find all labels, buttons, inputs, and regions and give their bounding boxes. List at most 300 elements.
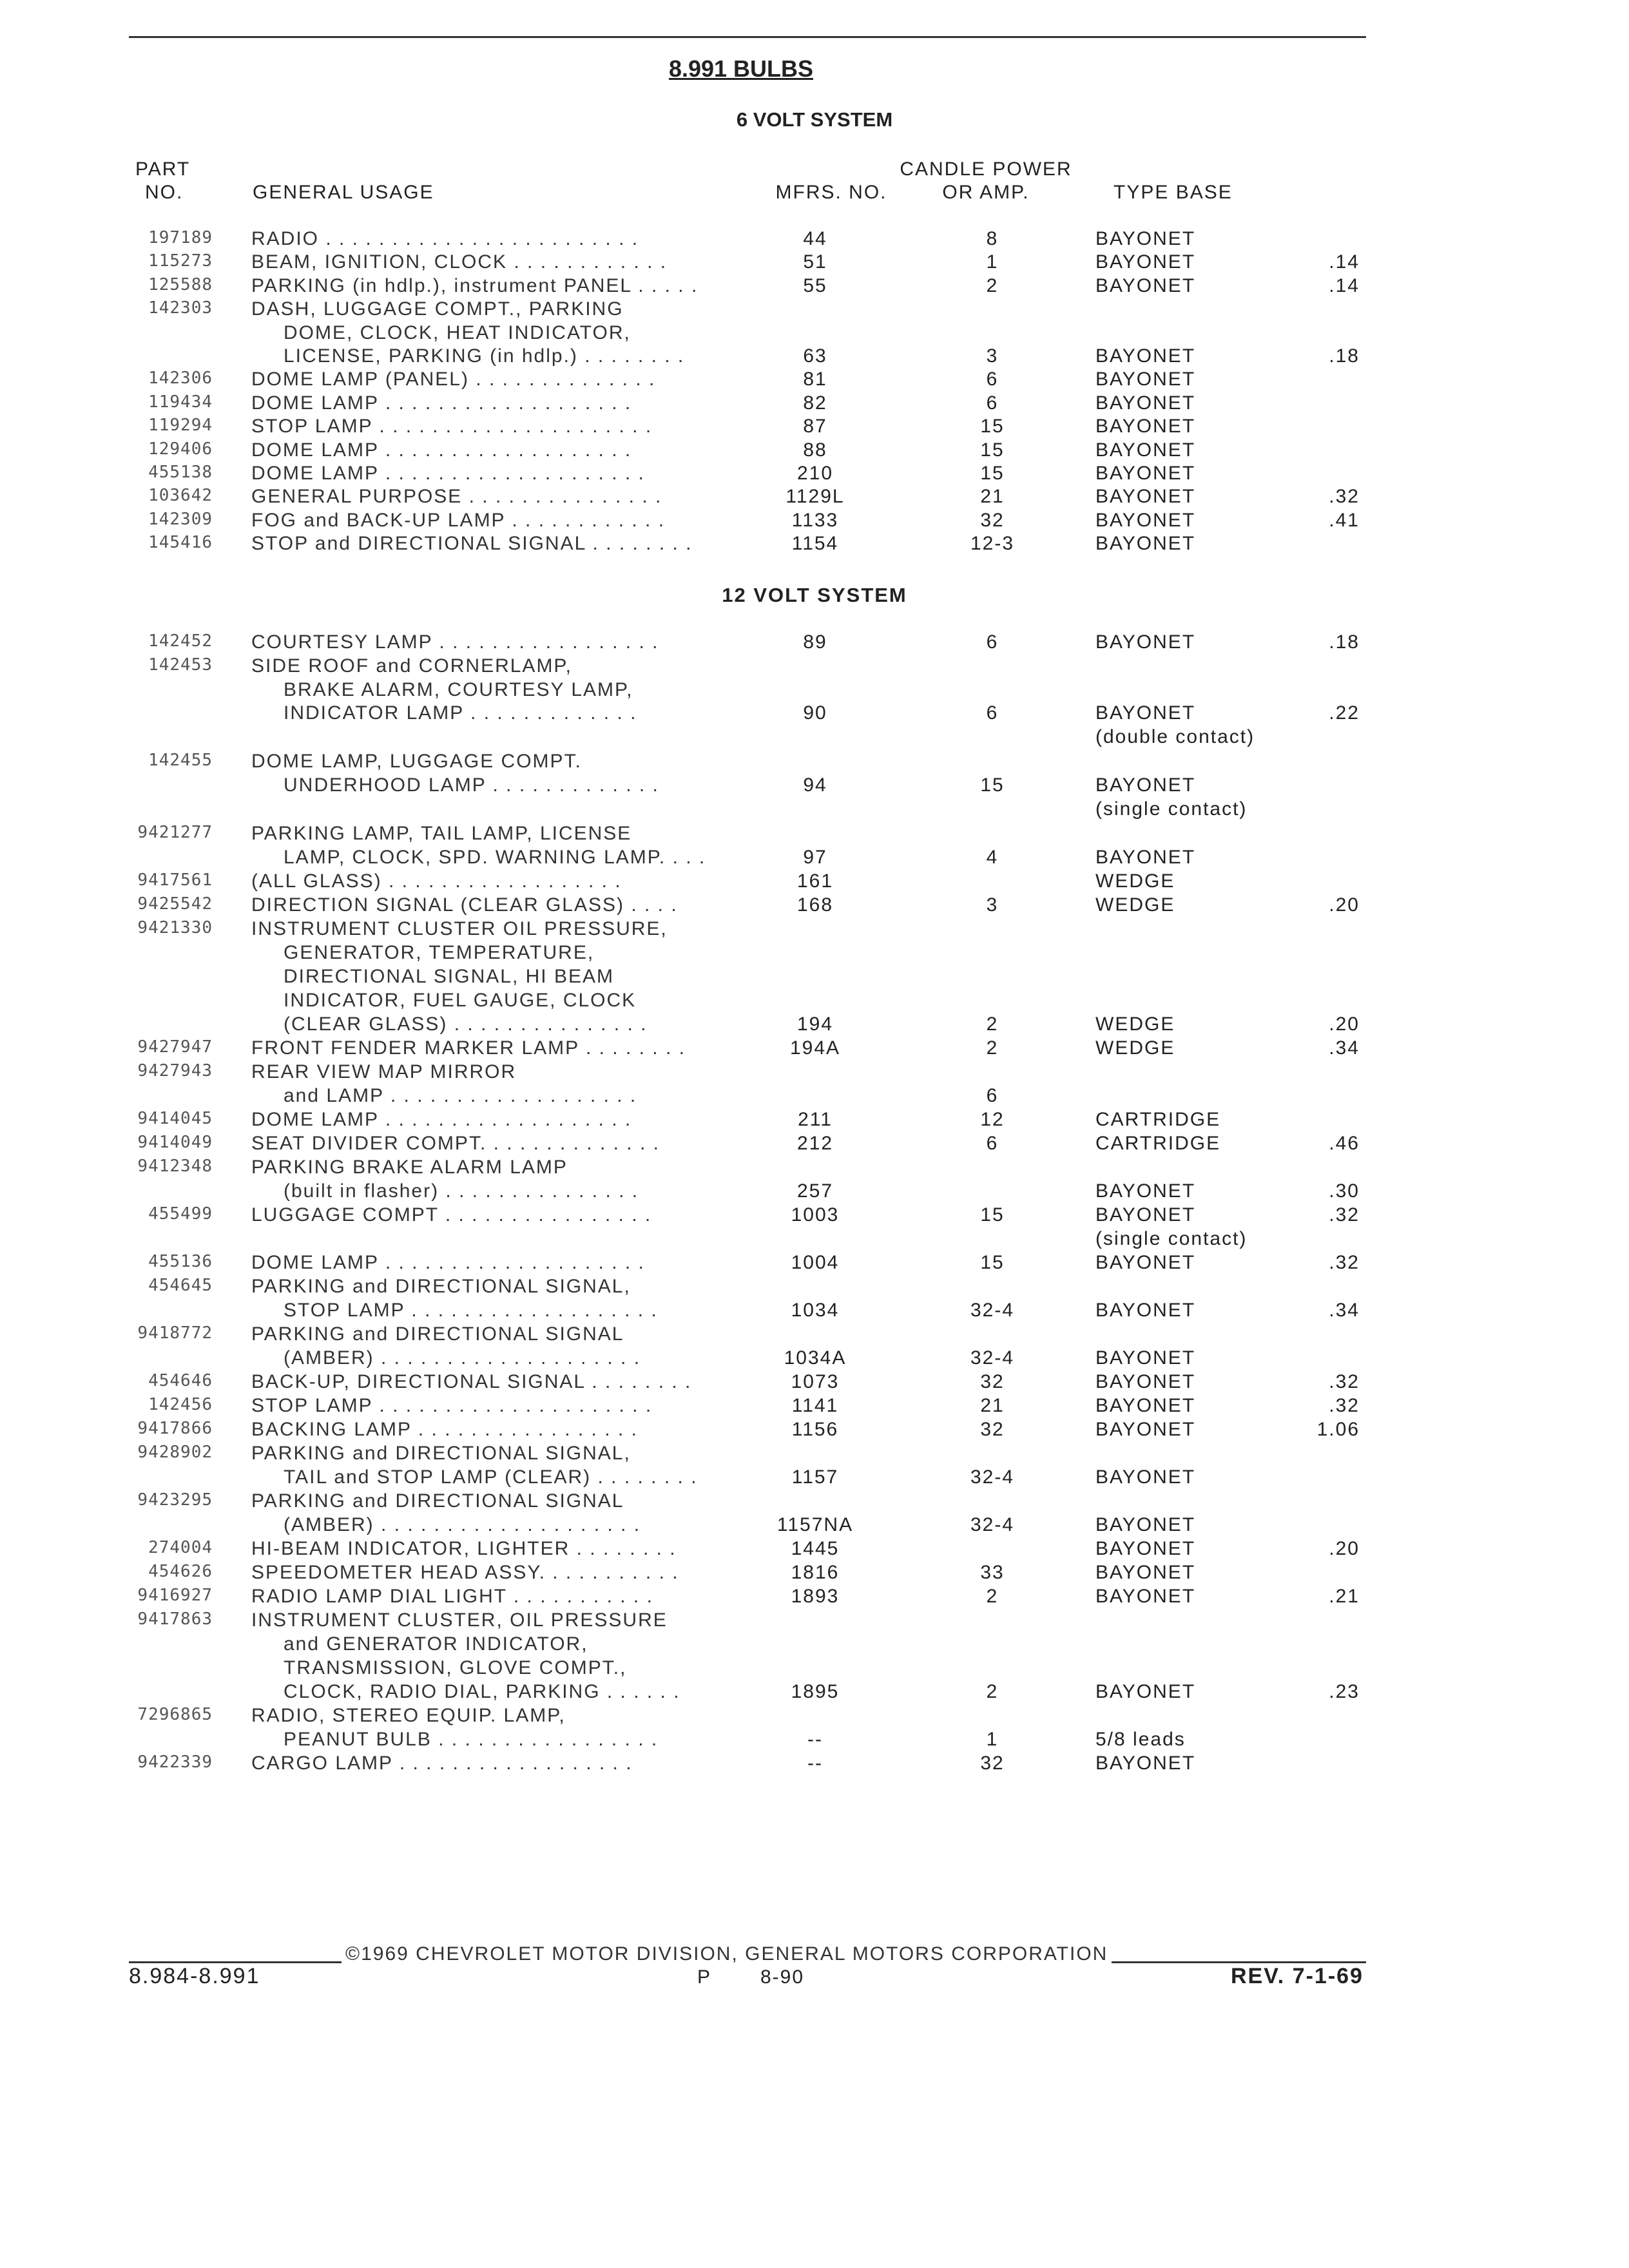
general-usage: PARKING and DIRECTIONAL SIGNAL, [251,1276,631,1297]
price: .14 [1329,274,1360,296]
general-usage: DOME LAMP . . . . . . . . . . . . . . . . . . . [251,1109,632,1130]
type-base: BAYONET [1095,533,1196,555]
part-number: 9421277 [137,823,213,842]
candle-power: 15 [980,774,1005,796]
general-usage: DOME LAMP, LUGGAGE COMPT. [251,751,582,772]
mfrs-number: 82 [803,392,827,414]
candle-power: 15 [980,463,1005,484]
type-base: BAYONET [1095,1300,1196,1321]
part-number: 455136 [148,1252,213,1271]
price: .32 [1329,1371,1360,1392]
table-row [0,439,1629,465]
general-usage: BRAKE ALARM, COURTESY LAMP, [284,679,633,700]
type-base: BAYONET [1095,1371,1196,1392]
general-usage: BACKING LAMP . . . . . . . . . . . . . . . . . [251,1419,638,1440]
table-row [0,1514,1629,1540]
mfrs-number: 89 [803,631,827,653]
price: .32 [1329,486,1360,508]
table-row [0,1061,1629,1087]
table-row [0,1490,1629,1516]
mfrs-number: 1133 [791,509,839,531]
type-base: BAYONET [1095,369,1196,390]
table-row [0,990,1629,1015]
candle-power: 32 [980,509,1005,531]
price: 1.06 [1316,1419,1360,1440]
candle-power: 2 [986,1037,999,1059]
part-number: 9412348 [137,1157,213,1176]
part-number: 9423295 [137,1490,213,1510]
table-row [0,1705,1629,1731]
part-number: 197189 [148,228,213,247]
header-or-amp: OR AMP. [942,182,1030,203]
part-number: 142456 [148,1395,213,1414]
general-usage: CLOCK, RADIO DIAL, PARKING . . . . . . [284,1681,680,1702]
mfrs-number: 257 [796,1180,834,1202]
mfrs-number: 1034 [791,1300,840,1321]
candle-power: 32 [980,1371,1005,1392]
type-base: BAYONET [1095,702,1196,724]
general-usage: REAR VIEW MAP MIRROR [251,1061,517,1082]
table-row [0,631,1629,657]
candle-power: 8 [986,228,999,249]
table-row [0,726,1629,752]
table-row [0,1538,1629,1564]
part-number: 454646 [148,1371,213,1390]
candle-power: 33 [980,1562,1005,1583]
candle-power: 32-4 [970,1300,1015,1321]
table-row [0,1657,1629,1683]
mfrs-number: 194 [796,1014,834,1035]
general-usage: PARKING BRAKE ALARM LAMP [251,1157,568,1178]
general-usage: DOME LAMP . . . . . . . . . . . . . . . . . . . . [251,463,645,484]
candle-power: 2 [986,1681,999,1702]
general-usage: RADIO LAMP DIAL LIGHT . . . . . . . . . . . [251,1586,653,1607]
table-row [0,702,1629,728]
header-candle-power: CANDLE POWER [900,159,1072,180]
part-number: 145416 [148,533,213,553]
type-base: BAYONET [1095,847,1196,868]
part-number: 454645 [148,1276,213,1295]
type-base: BAYONET [1095,416,1196,437]
general-usage: LICENSE, PARKING (in hdlp.) . . . . . . . . [284,345,685,367]
general-usage: GENERATOR, TEMPERATURE, [284,942,595,963]
general-usage: LAMP, CLOCK, SPD. WARNING LAMP. . . . [284,847,706,868]
general-usage: INDICATOR LAMP . . . . . . . . . . . . . [284,702,637,724]
general-usage: (AMBER) . . . . . . . . . . . . . . . . . . . . [284,1514,641,1535]
table-row [0,298,1629,324]
mfrs-number: 55 [803,274,827,296]
price: .46 [1329,1133,1360,1154]
part-number: 455138 [148,463,213,482]
general-usage: PARKING (in hdlp.), instrument PANEL . . . . . [251,274,699,296]
price: .32 [1329,1252,1360,1273]
type-base: BAYONET [1095,1562,1196,1583]
price: .41 [1329,509,1360,531]
part-number: 119294 [148,416,213,436]
general-usage: STOP LAMP . . . . . . . . . . . . . . . . . . . . . [251,416,653,437]
general-usage: INSTRUMENT CLUSTER OIL PRESSURE, [251,918,668,939]
table-row [0,416,1629,441]
type-base: BAYONET [1095,1538,1196,1559]
general-usage: PEANUT BULB . . . . . . . . . . . . . . . . . [284,1729,659,1750]
price: .22 [1329,702,1360,724]
mfrs-number: 1816 [791,1562,840,1583]
candle-power: 4 [986,847,999,868]
type-base: BAYONET [1095,1466,1196,1488]
price: .34 [1329,1300,1360,1321]
header-mfrs-no: MFRS. NO. [775,182,887,203]
table-row [0,847,1629,872]
general-usage: SIDE ROOF and CORNERLAMP, [251,655,572,677]
footer-p-label: P [697,1966,712,1988]
table-row [0,1180,1629,1206]
general-usage: DOME LAMP . . . . . . . . . . . . . . . . . . . . [251,1252,645,1273]
candle-power: 2 [986,1586,999,1607]
general-usage: FRONT FENDER MARKER LAMP . . . . . . . . [251,1037,686,1059]
general-usage: INSTRUMENT CLUSTER, OIL PRESSURE [251,1610,668,1631]
candle-power: 21 [980,486,1005,508]
table-row [0,774,1629,800]
table-row [0,1133,1629,1158]
table-row [0,942,1629,968]
mfrs-number: 161 [796,870,834,892]
candle-power: 3 [986,345,999,367]
header-type-base: TYPE BASE [1113,182,1233,203]
footer-copyright: ©1969 CHEVROLET MOTOR DIVISION, GENERAL MOTORS CORPORATION [342,1943,1112,1965]
general-usage: DOME, CLOCK, HEAT INDICATOR, [284,322,631,343]
table-row [0,251,1629,277]
mfrs-number: -- [807,1753,823,1774]
header-part: PART [135,159,191,180]
table-row [0,1157,1629,1182]
type-base: BAYONET [1095,1586,1196,1607]
general-usage: STOP LAMP . . . . . . . . . . . . . . . . . . . [284,1300,658,1321]
part-number: 9417863 [137,1610,213,1629]
table-row [0,655,1629,681]
part-number: 142453 [148,655,213,675]
mfrs-number: 1445 [791,1538,840,1559]
table-row [0,1204,1629,1230]
candle-power: 15 [980,1252,1005,1273]
table-row [0,1276,1629,1302]
table-row [0,345,1629,371]
table-row [0,1228,1629,1254]
mfrs-number: 44 [803,228,827,249]
type-base: BAYONET [1095,509,1196,531]
type-base: BAYONET [1095,1347,1196,1369]
candle-power: 12-3 [970,533,1015,555]
part-number: 9427947 [137,1037,213,1057]
general-usage: PARKING and DIRECTIONAL SIGNAL [251,1490,624,1512]
candle-power: 32-4 [970,1347,1015,1369]
footer-revision: REV. 7-1-69 [1231,1964,1364,1988]
table-row [0,751,1629,776]
type-base: BAYONET [1095,1753,1196,1774]
mfrs-number: -- [807,1729,823,1750]
mfrs-number: 1157 [791,1466,839,1488]
mfrs-number: 1157NA [776,1514,854,1535]
price: .18 [1329,631,1360,653]
mfrs-number: 1156 [791,1419,839,1440]
candle-power: 6 [986,702,999,724]
part-number: 103642 [148,486,213,506]
candle-power: 32 [980,1753,1005,1774]
table-row [0,1347,1629,1373]
general-usage: and GENERATOR INDICATOR, [284,1633,588,1655]
table-row [0,1109,1629,1135]
mfrs-number: 1129L [786,486,845,508]
general-usage: (AMBER) . . . . . . . . . . . . . . . . . . . . [284,1347,641,1369]
part-number: 125588 [148,274,213,294]
candle-power: 15 [980,439,1005,461]
price: .23 [1329,1681,1360,1702]
section-6-volt: 6 VOLT SYSTEM [736,108,893,131]
table-row [0,486,1629,512]
candle-power: 6 [986,1085,999,1106]
part-number: 455499 [148,1204,213,1224]
part-number: 9422339 [137,1753,213,1772]
part-number: 129406 [148,439,213,459]
type-base: BAYONET [1095,1395,1196,1416]
general-usage: DOME LAMP . . . . . . . . . . . . . . . . . . . [251,392,632,414]
general-usage: RADIO . . . . . . . . . . . . . . . . . . . . . . . . [251,228,639,249]
type-base: BAYONET [1095,1180,1196,1202]
candle-power: 2 [986,1014,999,1035]
general-usage: DOME LAMP . . . . . . . . . . . . . . . . . . . [251,439,632,461]
general-usage: DIRECTIONAL SIGNAL, HI BEAM [284,966,614,987]
type-base: WEDGE [1095,1037,1175,1059]
table-row [0,1753,1629,1778]
table-row [0,1633,1629,1659]
type-base: BAYONET [1095,486,1196,508]
price: .30 [1329,1180,1360,1202]
general-usage: DOME LAMP (PANEL) . . . . . . . . . . . . . . [251,369,656,390]
general-usage: (ALL GLASS) . . . . . . . . . . . . . . . . . . [251,870,622,892]
general-usage: LUGGAGE COMPT . . . . . . . . . . . . . . . . [251,1204,652,1225]
type-base: BAYONET [1095,1419,1196,1440]
table-row [0,1323,1629,1349]
type-base: (double contact) [1095,726,1255,747]
table-row [0,463,1629,488]
general-usage: SPEEDOMETER HEAD ASSY. . . . . . . . . . . [251,1562,679,1583]
general-usage: TRANSMISSION, GLOVE COMPT., [284,1657,627,1678]
type-base: BAYONET [1095,774,1196,796]
type-base: BAYONET [1095,228,1196,249]
type-base: BAYONET [1095,251,1196,273]
general-usage: INDICATOR, FUEL GAUGE, CLOCK [284,990,637,1011]
table-row [0,870,1629,896]
table-row [0,1014,1629,1039]
type-base: 5/8 leads [1095,1729,1186,1750]
part-number: 9421330 [137,918,213,937]
general-usage: and LAMP . . . . . . . . . . . . . . . . . . . [284,1085,637,1106]
part-number: 274004 [148,1538,213,1557]
mfrs-number: 90 [803,702,827,724]
table-row [0,1395,1629,1421]
table-row [0,823,1629,849]
part-number: 9418772 [137,1323,213,1343]
table-row [0,533,1629,559]
table-row [0,1371,1629,1397]
table-row [0,894,1629,920]
table-row [0,1562,1629,1588]
type-base: WEDGE [1095,870,1175,892]
mfrs-number: 81 [803,369,827,390]
part-number: 9416927 [137,1586,213,1605]
part-number: 9417866 [137,1419,213,1438]
general-usage: PARKING LAMP, TAIL LAMP, LICENSE [251,823,632,844]
mfrs-number: 51 [803,251,827,273]
part-number: 142452 [148,631,213,651]
type-base: BAYONET [1095,1204,1196,1225]
type-base: BAYONET [1095,1681,1196,1702]
table-row [0,1085,1629,1111]
part-number: 9425542 [137,894,213,914]
candle-power: 15 [980,416,1005,437]
header-no: NO. [145,182,184,203]
general-usage: STOP and DIRECTIONAL SIGNAL . . . . . . . . [251,533,693,555]
part-number: 142309 [148,509,213,529]
general-usage: RADIO, STEREO EQUIP. LAMP, [251,1705,566,1726]
table-row [0,798,1629,824]
table-row [0,1586,1629,1611]
price: .21 [1329,1586,1360,1607]
price: .14 [1329,251,1360,273]
table-row [0,1681,1629,1707]
candle-power: 15 [980,1204,1005,1225]
mfrs-number: 210 [796,463,834,484]
mfrs-number: 1154 [791,533,839,555]
candle-power: 32 [980,1419,1005,1440]
general-usage: HI-BEAM INDICATOR, LIGHTER . . . . . . . . [251,1538,677,1559]
part-number: 7296865 [137,1705,213,1724]
table-row [0,1419,1629,1445]
mfrs-number: 94 [803,774,827,796]
candle-power: 12 [980,1109,1005,1130]
part-number: 9414049 [137,1133,213,1152]
footer-page-number: 8-90 [760,1966,805,1988]
table-row [0,1443,1629,1468]
table-row [0,918,1629,944]
mfrs-number: 211 [798,1109,833,1130]
candle-power: 2 [986,274,999,296]
part-number: 142455 [148,751,213,770]
price: .18 [1329,345,1360,367]
part-number: 454626 [148,1562,213,1581]
type-base: BAYONET [1095,274,1196,296]
type-base: (single contact) [1095,1228,1248,1249]
table-row [0,1252,1629,1278]
type-base: BAYONET [1095,631,1196,653]
mfrs-number: 1141 [791,1395,839,1416]
mfrs-number: 1034A [784,1347,847,1369]
mfrs-number: 168 [796,894,834,916]
mfrs-number: 1003 [791,1204,840,1225]
table-row [0,1466,1629,1492]
type-base: BAYONET [1095,345,1196,367]
candle-power: 21 [980,1395,1005,1416]
general-usage: SEAT DIVIDER COMPT. . . . . . . . . . . . . . [251,1133,660,1154]
candle-power: 6 [986,392,999,414]
price: .34 [1329,1037,1360,1059]
general-usage: (built in flasher) . . . . . . . . . . . . . . . [284,1180,639,1202]
mfrs-number: 1073 [791,1371,840,1392]
table-row [0,510,1629,535]
table-row [0,966,1629,992]
header-general-usage: GENERAL USAGE [253,182,434,203]
candle-power: 1 [986,251,999,273]
general-usage: PARKING and DIRECTIONAL SIGNAL [251,1323,624,1345]
page-title: 8.991 BULBS [668,55,814,82]
part-number: 9417561 [137,870,213,890]
table-row [0,228,1629,254]
top-rule [129,36,1366,38]
footer-section-range: 8.984-8.991 [129,1964,260,1988]
table-row [0,1610,1629,1635]
part-number: 142306 [148,369,213,389]
part-number: 9427943 [137,1061,213,1081]
general-usage: BACK-UP, DIRECTIONAL SIGNAL . . . . . . . . [251,1371,692,1392]
table-row [0,392,1629,418]
part-number: 9414045 [137,1109,213,1128]
part-number: 115273 [148,251,213,271]
mfrs-number: 212 [796,1133,834,1154]
general-usage: PARKING and DIRECTIONAL SIGNAL, [251,1443,631,1464]
general-usage: COURTESY LAMP . . . . . . . . . . . . . . . . . [251,631,659,653]
general-usage: DIRECTION SIGNAL (CLEAR GLASS) . . . . [251,894,678,916]
general-usage: DASH, LUGGAGE COMPT., PARKING [251,298,624,320]
type-base: WEDGE [1095,1014,1175,1035]
type-base: BAYONET [1095,392,1196,414]
table-row [0,1037,1629,1063]
general-usage: CARGO LAMP . . . . . . . . . . . . . . . . . . [251,1753,633,1774]
mfrs-number: 194A [789,1037,841,1059]
candle-power: 6 [986,1133,999,1154]
general-usage: FOG and BACK-UP LAMP . . . . . . . . . . . . [251,509,666,531]
candle-power: 3 [986,894,999,916]
mfrs-number: 1895 [791,1681,840,1702]
table-row [0,369,1629,394]
type-base: BAYONET [1095,1252,1196,1273]
general-usage: STOP LAMP . . . . . . . . . . . . . . . . . . . . . [251,1395,653,1416]
general-usage: GENERAL PURPOSE . . . . . . . . . . . . . . . [251,486,662,508]
price: .20 [1329,894,1360,916]
table-row [0,275,1629,301]
candle-power: 32-4 [970,1466,1015,1488]
table-row [0,322,1629,348]
type-base: CARTRIDGE [1095,1133,1221,1154]
candle-power: 6 [986,631,999,653]
type-base: (single contact) [1095,798,1248,820]
mfrs-number: 1004 [791,1252,840,1273]
general-usage: UNDERHOOD LAMP . . . . . . . . . . . . . [284,774,659,796]
type-base: BAYONET [1095,463,1196,484]
mfrs-number: 97 [803,847,827,868]
type-base: BAYONET [1095,1514,1196,1535]
mfrs-number: 63 [803,345,827,367]
mfrs-number: 87 [803,416,827,437]
general-usage: (CLEAR GLASS) . . . . . . . . . . . . . . . [284,1014,648,1035]
section-12-volt: 12 VOLT SYSTEM [722,584,907,606]
part-number: 119434 [148,392,213,412]
mfrs-number: 88 [803,439,827,461]
price: .20 [1329,1014,1360,1035]
part-number: 9428902 [137,1443,213,1462]
candle-power: 1 [986,1729,999,1750]
type-base: WEDGE [1095,894,1175,916]
type-base: CARTRIDGE [1095,1109,1221,1130]
price: .32 [1329,1395,1360,1416]
